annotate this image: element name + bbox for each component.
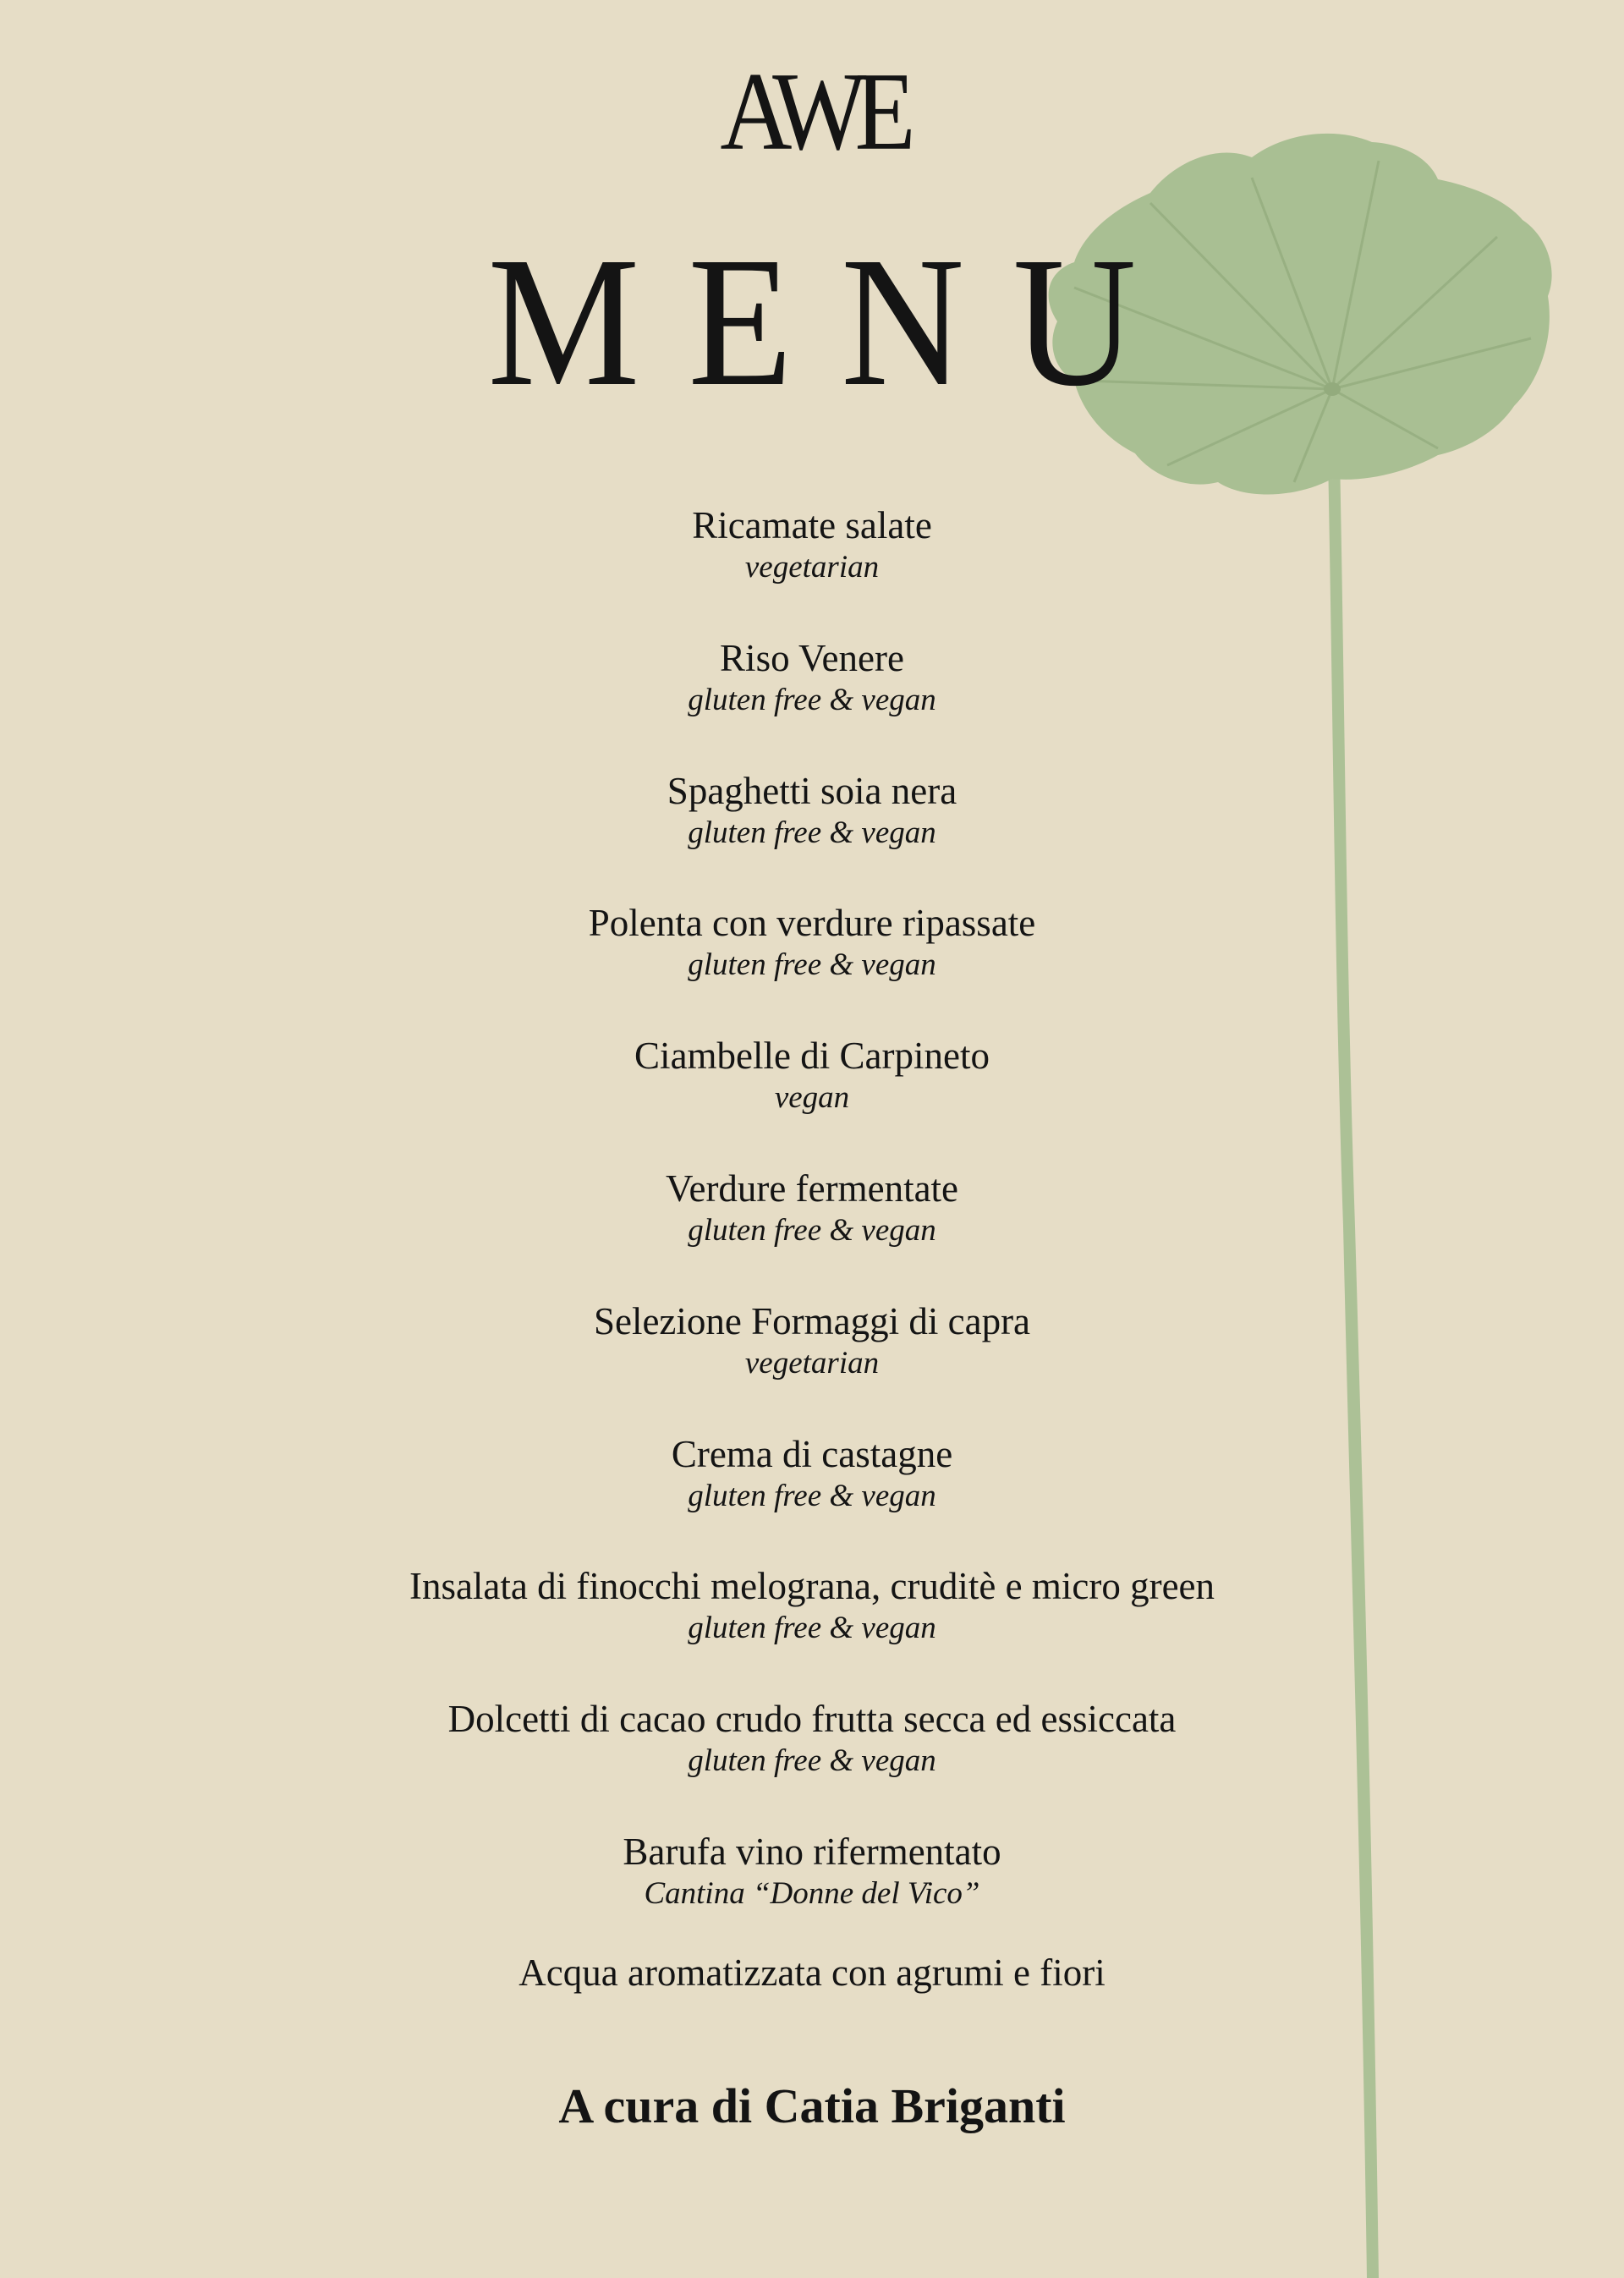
brand-logo: AWE (720, 49, 904, 173)
menu-item (0, 1430, 1624, 1563)
page-title: MENU (487, 218, 1185, 425)
menu-item-name: Insalata di finocchi melograna, cruditè e micro green (409, 1565, 1215, 1608)
menu-item (0, 1032, 1624, 1165)
menu-item (0, 502, 1624, 634)
menu-item (0, 1949, 1624, 1996)
menu-item (0, 634, 1624, 767)
menu-item-name: Selezione Formaggi di capra (593, 1299, 1031, 1342)
menu-item-name: Dolcetti di cacao crudo frutta secca ed essiccata (447, 1698, 1177, 1741)
menu-item-name: Verdure fermentate (665, 1166, 959, 1210)
menu-item (0, 1695, 1624, 1828)
curator-credit: A cura di Catia Briganti (558, 2078, 1066, 2133)
menu-item-name: Riso Venere (720, 636, 904, 679)
menu-item (0, 1298, 1624, 1430)
menu-item-note: gluten free & vegan (688, 815, 936, 850)
menu-item-note: gluten free & vegan (688, 1478, 936, 1513)
menu-item-note: vegetarian (744, 1345, 880, 1381)
menu-item-note: gluten free & vegan (688, 1212, 936, 1248)
menu-item (0, 1562, 1624, 1695)
menu-item-note: gluten free & vegan (688, 1611, 936, 1646)
menu-item (0, 1828, 1624, 1961)
menu-item-note: gluten free & vegan (688, 682, 936, 717)
menu-item (0, 1165, 1624, 1298)
menu-item (0, 899, 1624, 1032)
menu-item (0, 767, 1624, 900)
menu-item-name: Crema di castagne (671, 1432, 953, 1475)
menu-item-note: gluten free & vegan (688, 947, 936, 983)
menu-list (0, 502, 1624, 1996)
menu-item-note: vegetarian (744, 550, 880, 585)
menu-item-note: vegan (774, 1080, 850, 1116)
menu-item-note: gluten free & vegan (688, 1743, 936, 1779)
menu-item-note: Cantina “Donne del Vico” (644, 1875, 980, 1911)
menu-item-name: Polenta con verdure ripassate (588, 902, 1036, 945)
menu-item-name: Spaghetti soia nera (667, 769, 957, 812)
menu-item-name: Ciambelle di Carpineto (634, 1035, 990, 1078)
menu-item-name: Ricamate salate (692, 504, 932, 546)
menu-item-name: Barufa vino rifermentato (623, 1830, 1001, 1873)
menu-item-name: Acqua aromatizzata con agrumi e fiori (518, 1951, 1106, 1994)
